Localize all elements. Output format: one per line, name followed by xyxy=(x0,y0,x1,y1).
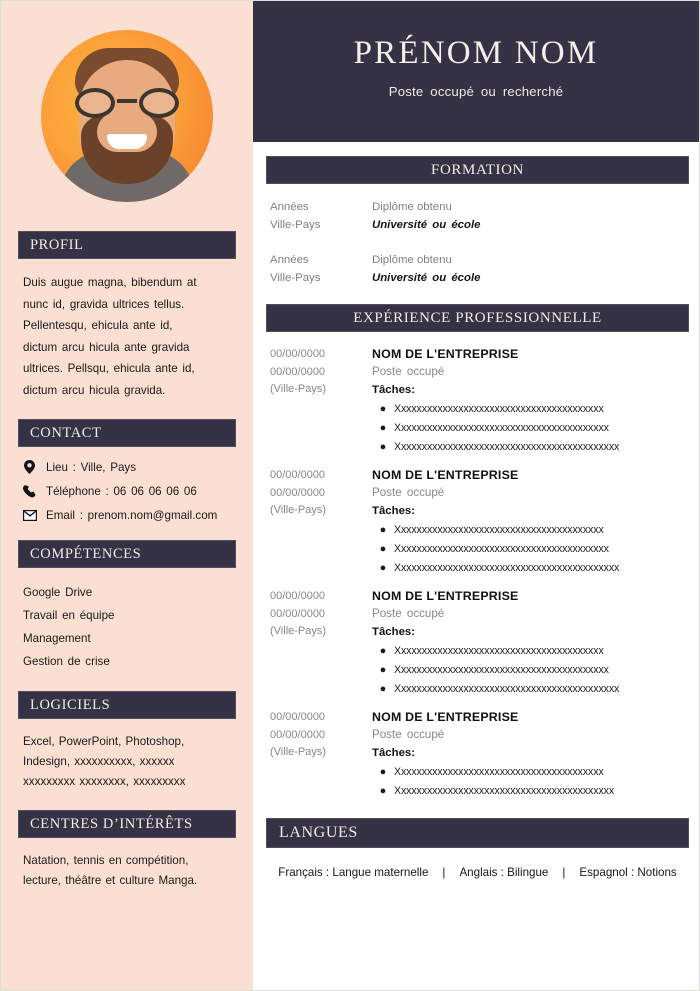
phone-icon xyxy=(22,485,37,498)
bullet-icon: ● xyxy=(379,664,387,676)
experience-tasks-label: Tâches: xyxy=(372,626,416,638)
interets-line: Natation, tennis en compétition, xyxy=(23,854,189,867)
contact-item-email[interactable] xyxy=(22,509,232,522)
experience-role: Poste occupé xyxy=(372,728,445,741)
task-text: Xxxxxxxxxxxxxxxxxxxxxxxxxxxxxxxxxxxxxxxxx xyxy=(394,664,609,676)
experience-date-end: 00/00/0000 xyxy=(270,365,326,378)
section-title-langues: LANGUES xyxy=(266,818,689,848)
bullet-icon: ● xyxy=(379,524,387,536)
langues-separator: | xyxy=(562,866,566,879)
task-item xyxy=(372,642,689,660)
experience-location: (Ville-Pays) xyxy=(270,625,327,637)
experience-company: NOM DE L'ENTREPRISE xyxy=(372,710,519,724)
section-interets xyxy=(18,810,236,891)
profil-line: ultrices. Pellsqu, ehicula ante id, xyxy=(23,362,195,375)
experience-location: (Ville-Pays) xyxy=(270,383,327,395)
competence-item: Travail en équipe xyxy=(23,609,115,622)
experience-detail xyxy=(372,467,689,577)
section-title-contact: CONTACT xyxy=(18,419,236,447)
experience-date-start: 00/00/0000 xyxy=(270,590,326,602)
bullet-icon: ● xyxy=(379,766,387,778)
experience-entry xyxy=(266,346,689,456)
competence-item: Management xyxy=(23,632,91,645)
section-title-logiciels: LOGICIELS xyxy=(18,691,236,719)
experience-date-start: 00/00/0000 xyxy=(270,348,326,360)
section-title-experience: EXPÉRIENCE PROFESSIONNELLE xyxy=(266,304,689,332)
experience-entry xyxy=(266,588,689,698)
experience-role: Poste occupé xyxy=(372,365,445,378)
task-item xyxy=(372,419,689,437)
formation-detail xyxy=(372,251,480,287)
profil-line: nunc id, gravida ultrices tellus. xyxy=(23,297,185,311)
formation-years: Années xyxy=(270,254,309,266)
experience-entry xyxy=(266,467,689,577)
experience-meta xyxy=(270,467,372,577)
experience-tasks-label: Tâches: xyxy=(372,505,416,517)
task-text: Xxxxxxxxxxxxxxxxxxxxxxxxxxxxxxxxxxxxxxxx xyxy=(394,403,604,415)
task-text: Xxxxxxxxxxxxxxxxxxxxxxxxxxxxxxxxxxxxxxxxxxx xyxy=(394,562,620,574)
section-title-competences: COMPÉTENCES xyxy=(18,540,236,568)
logiciels-text xyxy=(18,732,236,792)
photo-circle xyxy=(41,30,213,202)
experience-date-end: 00/00/0000 xyxy=(270,728,326,741)
experience-tasks-label: Tâches: xyxy=(372,747,416,759)
interets-line: lecture, théâtre et culture Manga. xyxy=(23,874,198,887)
portrait-glasses-icon xyxy=(75,88,179,118)
task-text: Xxxxxxxxxxxxxxxxxxxxxxxxxxxxxxxxxxxxxxxxxx xyxy=(394,785,615,797)
task-item xyxy=(372,680,689,698)
bullet-icon: ● xyxy=(379,543,387,555)
section-competences xyxy=(18,540,236,673)
interets-text xyxy=(18,851,236,891)
langues-separator: | xyxy=(442,866,446,879)
profile-photo xyxy=(18,1,236,213)
formation-meta xyxy=(270,251,372,287)
logiciels-line: Excel, PowerPoint, Photoshop, xyxy=(23,735,185,748)
envelope-icon xyxy=(22,510,37,521)
competence-item: Gestion de crise xyxy=(23,655,110,668)
langue-item: Français : Langue maternelle xyxy=(278,866,429,879)
langues-list xyxy=(266,862,689,879)
task-item xyxy=(372,763,689,781)
experience-tasks-label: Tâches: xyxy=(372,384,416,396)
formation-entry xyxy=(266,251,689,287)
contact-item-location[interactable] xyxy=(22,460,232,474)
experience-detail xyxy=(372,709,689,800)
contact-item-phone[interactable] xyxy=(22,485,232,498)
formation-degree: Diplôme obtenu xyxy=(372,254,452,266)
experience-meta xyxy=(270,588,372,698)
experience-location: (Ville-Pays) xyxy=(270,504,327,516)
task-text: Xxxxxxxxxxxxxxxxxxxxxxxxxxxxxxxxxxxxxxxx xyxy=(394,645,604,657)
formation-detail xyxy=(372,198,480,234)
task-item xyxy=(372,540,689,558)
section-langues xyxy=(266,818,689,879)
experience-company: NOM DE L'ENTREPRISE xyxy=(372,468,519,482)
contact-list xyxy=(18,460,236,522)
location-pin-icon xyxy=(22,460,37,474)
formation-school: Université ou école xyxy=(372,219,481,231)
task-item xyxy=(372,559,689,577)
profil-line: Pellentesqu, ehicula ante id, xyxy=(23,319,173,332)
experience-company: NOM DE L'ENTREPRISE xyxy=(372,347,519,361)
sidebar xyxy=(1,1,253,990)
task-item xyxy=(372,400,689,418)
bullet-icon: ● xyxy=(379,683,387,695)
experience-role: Poste occupé xyxy=(372,486,445,499)
bullet-icon: ● xyxy=(379,422,387,434)
task-text: Xxxxxxxxxxxxxxxxxxxxxxxxxxxxxxxxxxxxxxxxxxx xyxy=(394,441,620,453)
bullet-icon: ● xyxy=(379,403,387,415)
experience-role: Poste occupé xyxy=(372,607,445,620)
profil-line: dictum arcu hicula ante gravida xyxy=(23,340,190,354)
portrait-mouth xyxy=(107,134,147,149)
section-profil xyxy=(18,231,236,401)
section-logiciels xyxy=(18,691,236,792)
langue-item: Espagnol : Notions xyxy=(579,866,677,879)
formation-school: Université ou école xyxy=(372,272,481,284)
section-title-formation: FORMATION xyxy=(266,156,689,184)
experience-date-start: 00/00/0000 xyxy=(270,711,326,723)
experience-date-start: 00/00/0000 xyxy=(270,469,326,481)
formation-meta xyxy=(270,198,372,234)
section-contact xyxy=(18,419,236,522)
experience-entry xyxy=(266,709,689,800)
task-text: Xxxxxxxxxxxxxxxxxxxxxxxxxxxxxxxxxxxxxxxx xyxy=(394,524,604,536)
experience-detail xyxy=(372,346,689,456)
page-title: PRÉNOM NOM xyxy=(353,35,599,71)
profil-line: Duis augue magna, bibendum at xyxy=(23,276,197,289)
task-text: Xxxxxxxxxxxxxxxxxxxxxxxxxxxxxxxxxxxxxxxxxxx xyxy=(394,683,620,695)
profil-line: dictum arcu hicula gravida. xyxy=(23,383,166,397)
contact-email-text: Email : prenom.nom@gmail.com xyxy=(46,509,218,522)
task-text: Xxxxxxxxxxxxxxxxxxxxxxxxxxxxxxxxxxxxxxxxx xyxy=(394,543,609,555)
formation-entry xyxy=(266,198,689,234)
bullet-icon: ● xyxy=(379,562,387,574)
section-title-interets: CENTRES D’INTÉRÊTS xyxy=(18,810,236,838)
logiciels-line: Indesign, xxxxxxxxxx, xxxxxx xyxy=(23,755,175,768)
formation-place: Ville-Pays xyxy=(270,219,321,231)
task-item xyxy=(372,438,689,456)
competence-item: Google Drive xyxy=(23,586,93,599)
task-text: Xxxxxxxxxxxxxxxxxxxxxxxxxxxxxxxxxxxxxxxx xyxy=(394,766,604,778)
formation-place: Ville-Pays xyxy=(270,272,321,284)
experience-meta xyxy=(270,346,372,456)
competences-list xyxy=(18,581,236,673)
bullet-icon: ● xyxy=(379,645,387,657)
right-body xyxy=(253,142,699,879)
task-item xyxy=(372,521,689,539)
logiciels-line: xxxxxxxxx xxxxxxxx, xxxxxxxxx xyxy=(23,775,186,788)
profil-text xyxy=(18,272,236,401)
task-text: Xxxxxxxxxxxxxxxxxxxxxxxxxxxxxxxxxxxxxxxxx xyxy=(394,422,609,434)
name-header xyxy=(253,1,699,142)
bullet-icon: ● xyxy=(379,441,387,453)
experience-date-end: 00/00/0000 xyxy=(270,607,326,620)
experience-location: (Ville-Pays) xyxy=(270,746,327,758)
bullet-icon: ● xyxy=(379,785,387,797)
experience-company: NOM DE L'ENTREPRISE xyxy=(372,589,519,603)
experience-meta xyxy=(270,709,372,800)
task-item xyxy=(372,782,689,800)
contact-location-text: Lieu : Ville, Pays xyxy=(46,460,136,474)
formation-degree: Diplôme obtenu xyxy=(372,201,452,213)
job-title-subtitle: Poste occupé ou recherché xyxy=(388,84,564,99)
experience-date-end: 00/00/0000 xyxy=(270,486,326,499)
contact-phone-text: Téléphone : 06 06 06 06 06 xyxy=(46,485,197,498)
formation-years: Années xyxy=(270,201,309,213)
experience-detail xyxy=(372,588,689,698)
langue-item: Anglais : Bilingue xyxy=(459,866,549,879)
section-title-profil: PROFIL xyxy=(18,231,236,259)
main-content xyxy=(253,1,699,990)
task-item xyxy=(372,661,689,679)
